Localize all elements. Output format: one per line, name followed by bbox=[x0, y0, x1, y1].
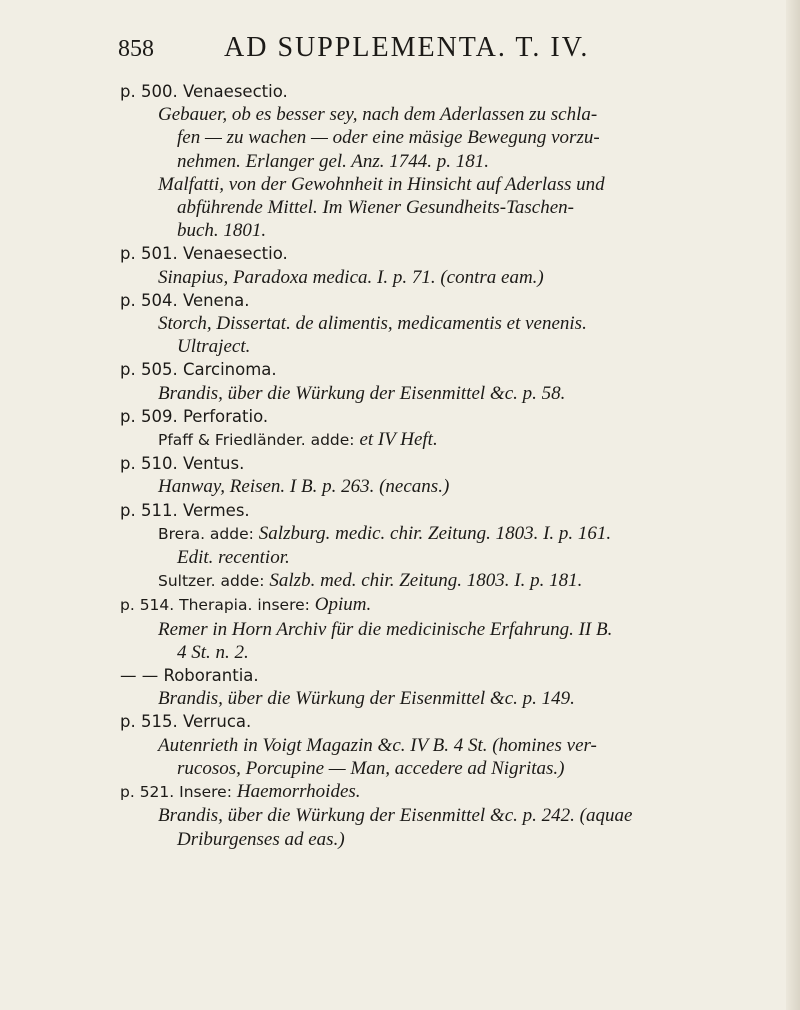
entry-heading: p. 504. Venena. bbox=[120, 290, 250, 310]
citation-line: Brandis, über die Würkung der Eisenmittel &c. p. 58. bbox=[158, 382, 566, 404]
entry-heading: — — Roborantia. bbox=[120, 666, 259, 686]
entry-heading: p. 500. Venaesectio. bbox=[120, 82, 288, 101]
citation-line: Storch, Dissertat. de alimentis, medicamentis et venenis. bbox=[158, 313, 587, 335]
addendum-prefix: Brera. adde: bbox=[158, 524, 259, 543]
entry-list bbox=[120, 80, 770, 851]
addendum-prefix: p. 521. Insere: bbox=[120, 783, 237, 802]
entry-heading: p. 509. Perforatio. bbox=[120, 406, 269, 426]
page-header bbox=[118, 32, 678, 72]
addendum-prefix: Pfaff & Friedländer. adde: bbox=[158, 431, 360, 450]
addendum-line bbox=[120, 569, 770, 593]
citation-line: Gebauer, ob es besser sey, nach dem Aderlassen zu schla- bbox=[158, 104, 598, 126]
citation-line: Hanway, Reisen. I B. p. 263. (necans.) bbox=[158, 476, 450, 498]
citation-line: Malfatti, von der Gewohnheit in Hinsicht auf Aderlass und bbox=[158, 173, 605, 195]
entry-heading: p. 510. Ventus. bbox=[120, 454, 245, 474]
citation-continuation: Ultraject. bbox=[177, 336, 251, 358]
running-title: AD SUPPLEMENTA. T. IV. bbox=[224, 32, 590, 63]
entry-heading-insert bbox=[120, 593, 770, 617]
entry-heading: p. 515. Verruca. bbox=[120, 712, 252, 732]
citation-continuation: nehmen. Erlanger gel. Anz. 1744. p. 181. bbox=[177, 150, 490, 172]
entry-heading: p. 501. Venaesectio. bbox=[120, 244, 288, 264]
page-edge-shadow bbox=[786, 0, 800, 1010]
entry-heading-insert bbox=[120, 780, 770, 804]
citation-continuation: buch. 1801. bbox=[177, 220, 267, 242]
citation-line: Brandis, über die Würkung der Eisenmittel &c. p. 149. bbox=[158, 688, 575, 710]
addendum-line bbox=[120, 428, 770, 452]
citation-line: Remer in Horn Archiv für die medicinische Erfahrung. II B. bbox=[158, 618, 613, 640]
entry-heading: p. 505. Carcinoma. bbox=[120, 360, 277, 380]
addendum-prefix: Sultzer. adde: bbox=[158, 572, 270, 591]
addendum-italic: Salzburg. medic. chir. Zeitung. 1803. I. p. 161. bbox=[258, 522, 612, 544]
addendum-italic: et IV Heft. bbox=[359, 429, 438, 451]
citation-continuation: Driburgenses ad eas.) bbox=[177, 828, 345, 850]
citation-line: Autenrieth in Voigt Magazin &c. IV B. 4 St. (homines ver- bbox=[158, 734, 597, 756]
addendum-line bbox=[120, 522, 770, 546]
citation-line: Brandis, über die Würkung der Eisenmittel &c. p. 242. (aquae bbox=[158, 805, 633, 827]
page-number: 858 bbox=[118, 36, 154, 62]
citation-continuation: 4 St. n. 2. bbox=[177, 641, 249, 663]
citation-line: Sinapius, Paradoxa medica. I. p. 71. (contra eam.) bbox=[158, 266, 544, 288]
addendum-prefix: p. 514. Therapia. insere: bbox=[120, 596, 315, 615]
addendum-italic: Haemorrhoides. bbox=[236, 781, 361, 803]
citation-continuation: fen — zu wachen — oder eine mäsige Bewegung vorzu- bbox=[177, 127, 600, 149]
citation-continuation: abführende Mittel. Im Wiener Gesundheits-Taschen- bbox=[177, 197, 574, 219]
entry-heading: p. 511. Vermes. bbox=[120, 500, 250, 520]
citation-continuation: Edit. recentior. bbox=[177, 547, 290, 569]
citation-continuation: rucosos, Porcupine — Man, accedere ad Nigritas.) bbox=[177, 757, 565, 779]
addendum-italic: Salzb. med. chir. Zeitung. 1803. I. p. 181. bbox=[269, 570, 583, 592]
addendum-italic: Opium. bbox=[314, 594, 372, 616]
